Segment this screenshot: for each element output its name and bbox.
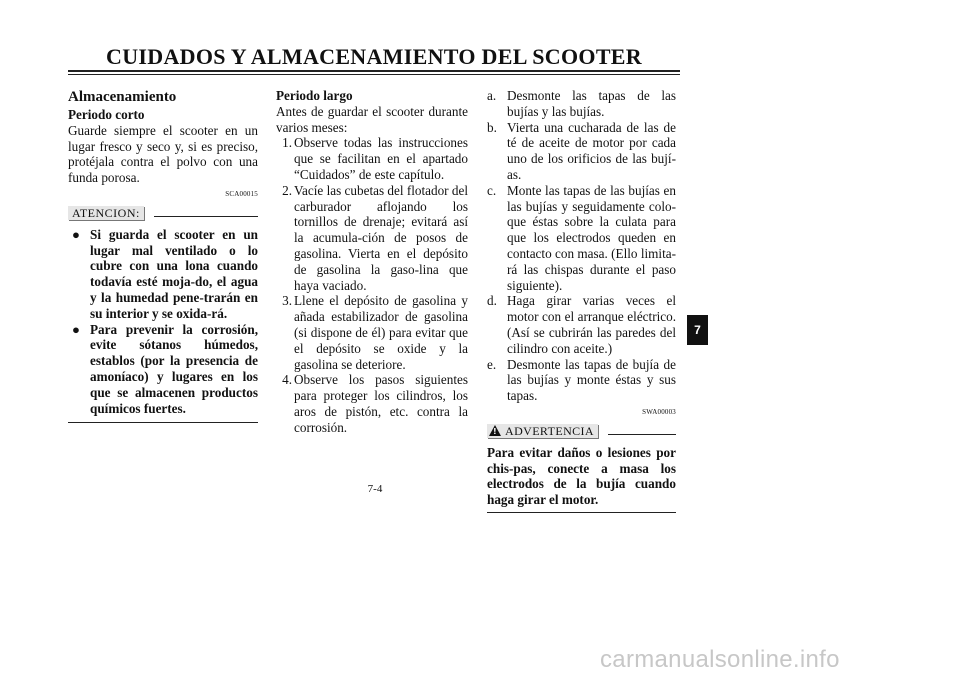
list-item: [276, 293, 468, 372]
list-item: [276, 372, 468, 435]
warning-end-rule: [487, 512, 676, 513]
subheading-long-period: Periodo largo: [276, 88, 353, 103]
column-cylinder-steps: [487, 88, 676, 513]
notice-label: ATENCION:: [68, 206, 144, 220]
notice-header: [68, 205, 258, 221]
step-letter: d.: [487, 293, 497, 309]
step-text: Desmonte las tapas de las bujías y las bujías.: [507, 88, 676, 119]
reference-code: SCA00015: [225, 189, 258, 198]
step-text: Monte las tapas de las bujías en las bujías y seguidamente colo-que éstas sobre la culata para que los electrodos queden en contacto con masa. (Ello limita-rá las chispas durante el paso siguiente).: [507, 182, 676, 293]
notice-end-rule: [68, 422, 258, 423]
section-heading: Almacenamiento: [68, 89, 177, 105]
warning-label-text: ADVERTENCIA: [505, 423, 595, 438]
bullet-icon: ●: [72, 226, 80, 242]
bullet-text: Si guarda el scooter en un lugar mal ventilado o lo cubre con una lona cuando todavía esté moja-do, el agua y la humedad pene-trarán en su interior y se oxida-rá.: [90, 226, 258, 321]
step-number: 1.: [282, 135, 292, 151]
cylinder-substeps: [487, 88, 676, 404]
page-number: 7-4: [367, 483, 383, 495]
list-item: [487, 120, 676, 183]
step-letter: e.: [487, 356, 497, 372]
list-item: [276, 183, 468, 294]
step-number: 4.: [282, 372, 292, 388]
notice-bullet-list: [68, 227, 258, 417]
list-item: [487, 357, 676, 404]
step-letter: b.: [487, 119, 497, 135]
watermark: carmanualsonline.info: [600, 646, 840, 673]
long-period-intro: Antes de guardar el scooter durante varios meses:: [276, 103, 468, 135]
warning-label: [487, 424, 598, 438]
step-text: Vierta una cucharada de las de té de aceite de motor por cada uno de los orificios de las bují-as.: [507, 119, 676, 182]
step-number: 3.: [282, 293, 292, 309]
chapter-tab: 7: [687, 315, 708, 345]
step-letter: a.: [487, 88, 497, 103]
warning-header: [487, 423, 676, 439]
step-number: 2.: [282, 182, 292, 198]
list-item: [487, 88, 676, 120]
step-text: Observe los pasos siguientes para proteger los cilindros, los aros de pistón, etc. contra la corrosión.: [294, 372, 468, 435]
header-rule-thin: [68, 74, 680, 75]
notice-rule: [154, 216, 258, 217]
page-title: CUIDADOS Y ALMACENAMIENTO DEL SCOOTER: [106, 44, 642, 69]
step-text: Observe todas las instrucciones que se facilitan en el apartado “Cuidados” de este capítulo.: [294, 135, 468, 182]
list-item: [276, 135, 468, 182]
list-item: [68, 227, 258, 322]
column-storage-long: [276, 88, 468, 436]
step-text: Haga girar varias veces el motor con el arranque eléctrico. (Así se cubrirán las paredes del cilindro con aceite.): [507, 293, 676, 356]
list-item: [487, 293, 676, 356]
reference-code: SWA00003: [642, 407, 676, 416]
step-text: Llene el depósito de gasolina y añada estabilizador de gasolina (si dispone de él) para evitar que el depósito se oxide y la gasolina se deteriore.: [294, 293, 468, 372]
subheading-short-period: Periodo corto: [68, 107, 145, 122]
list-item: [68, 322, 258, 417]
short-period-paragraph: Guarde siempre el scooter en un lugar fresco y seco y, si es preciso, protéjala contra el polvo con una funda porosa.: [68, 122, 258, 186]
bullet-icon: ●: [72, 321, 80, 337]
column-storage-short: [68, 88, 258, 423]
warning-triangle-icon: !: [489, 425, 501, 436]
long-period-steps: [276, 135, 468, 435]
step-text: Vacíe las cubetas del flotador del carburador aflojando los tornillos de drenaje; evitará así la acumula-ción de posos de gasolina. Vierta en el depósito de gasolina la gaso-lina que haya vaciado.: [294, 182, 468, 293]
warning-rule: [608, 434, 676, 435]
header-rule: [68, 70, 680, 72]
list-item: [487, 183, 676, 294]
warning-text: Para evitar daños o lesiones por chis-pas, conecte a masa los electrodos de la bujía cuando haga girar el motor.: [487, 444, 676, 508]
step-letter: c.: [487, 182, 497, 198]
step-text: Desmonte las tapas de bujía de las bujías y monte éstas y sus tapas.: [507, 356, 676, 404]
bullet-text: Para prevenir la corrosión, evite sótanos húmedos, establos (por la presencia de amoníaco) y lugares en los que se almacenen productos químicos fuertes.: [90, 321, 258, 416]
